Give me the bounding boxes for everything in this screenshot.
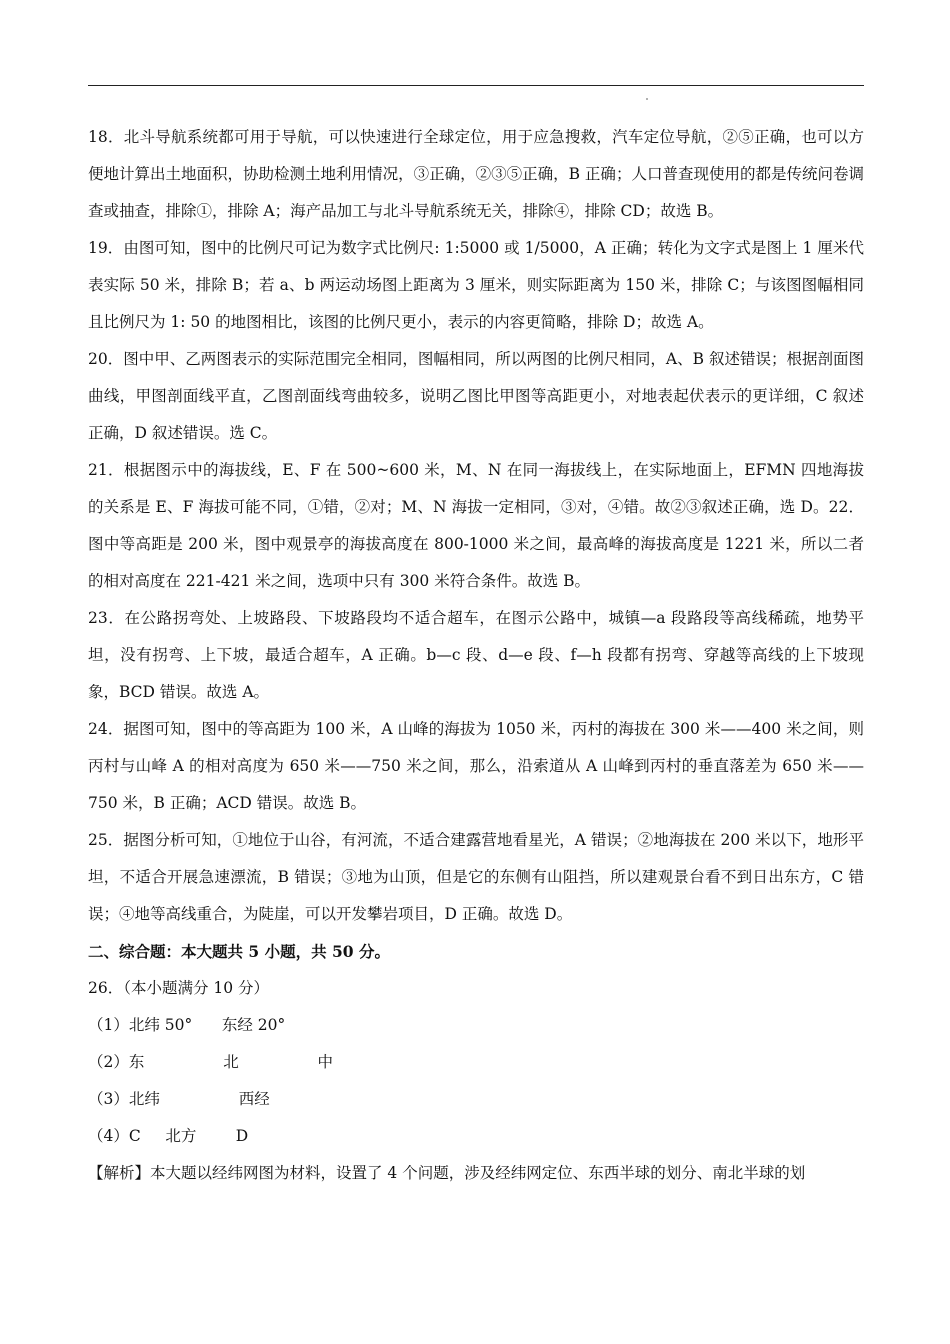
q26-analysis: 【解析】本大题以经纬网图为材料，设置了 4 个问题，涉及经纬网定位、东西半球的划分、南北半球的划 [88, 1164, 806, 1182]
header-rule [88, 85, 864, 86]
q26-title: 26．（本小题满分 10 分） [88, 979, 270, 997]
answer-q24: 24．据图可知，图中的等高距为 100 米，A 山峰的海拔为 1050 米，丙村的海拔在 300 米——400 米之间，则丙村与山峰 A 的相对高度为 650 米——750 米之间，那么，沿索道从 A 山峰到丙村的垂直落差为 650 米——750 米，B 正确；ACD 错误。故选 B。 [88, 720, 864, 812]
section-heading: 二、综合题：本大题共 5 小题，共 50 分。 [88, 942, 390, 961]
q26-answer-3: （3）北纬 西经 [88, 1090, 270, 1108]
q26-answer-2: （2）东 北 中 [88, 1053, 334, 1071]
q26-answer-4: （4）C 北方 D [88, 1127, 249, 1145]
header-dot [646, 98, 648, 100]
q26-answer-1: （1）北纬 50° 东经 20° [88, 1016, 286, 1034]
answer-content [88, 119, 864, 1192]
answer-q21-q22: 21．根据图示中的海拔线，E、F 在 500~600 米，M、N 在同一海拔线上，在实际地面上，EFMN 四地海拔的关系是 E、F 海拔可能不同，①错，②对；M、N 海拔一定相同，③对，④错。故②③叙述正确，选 D。22．图中等高距是 200 米，图中观景亭的海拔高度在 800-1000 米之间，最高峰的海拔高度是 1221 米，所以二者的相对高度在 221-421 米之间，选项中只有 300 米符合条件。故选 B。 [88, 461, 864, 590]
answer-q18: 18．北斗导航系统都可用于导航，可以快速进行全球定位，用于应急搜救，汽车定位导航，②⑤正确，也可以方便地计算出土地面积，协助检测土地利用情况，③正确，②③⑤正确，B 正确；人口普查现使用的都是传统问卷调查或抽查，排除①，排除 A；海产品加工与北斗导航系统无关，排除④，排除 CD；故选 B。 [88, 128, 864, 220]
answer-q19: 19．由图可知，图中的比例尺可记为数字式比例尺: 1:5000 或 1/5000，A 正确；转化为文字式是图上 1 厘米代表实际 50 米，排除 B；若 a、b 两运动场图上距离为 3 厘米，则实际距离为 150 米，排除 C；与该图图幅相同且比例尺为 1: 50 的地图相比，该图的比例尺更小，表示的内容更简略，排除 D；故选 A。 [88, 239, 864, 331]
answer-q25: 25．据图分析可知，①地位于山谷，有河流，不适合建露营地看星光，A 错误；②地海拔在 200 米以下，地形平坦，不适合开展急速漂流，B 错误；③地为山顶，但是它的东侧有山阻挡，所以建观景台看不到日出东方，C 错误；④地等高线重合，为陡崖，可以开发攀岩项目，D 正确。故选 D。 [88, 831, 864, 923]
answer-q23: 23．在公路拐弯处、上坡路段、下坡路段均不适合超车，在图示公路中，城镇—a 段路段等高线稀疏，地势平坦，没有拐弯、上下坡，最适合超车，A 正确。b—c 段、d—e 段、f—h 段都有拐弯、穿越等高线的上下坡现象，BCD 错误。故选 A。 [88, 609, 864, 701]
answer-q20: 20．图中甲、乙两图表示的实际范围完全相同，图幅相同，所以两图的比例尺相同，A、B 叙述错误；根据剖面图曲线，甲图剖面线平直，乙图剖面线弯曲较多，说明乙图比甲图等高距更小，对地表起伏表示的更详细，C 叙述正确，D 叙述错误。选 C。 [88, 350, 864, 442]
